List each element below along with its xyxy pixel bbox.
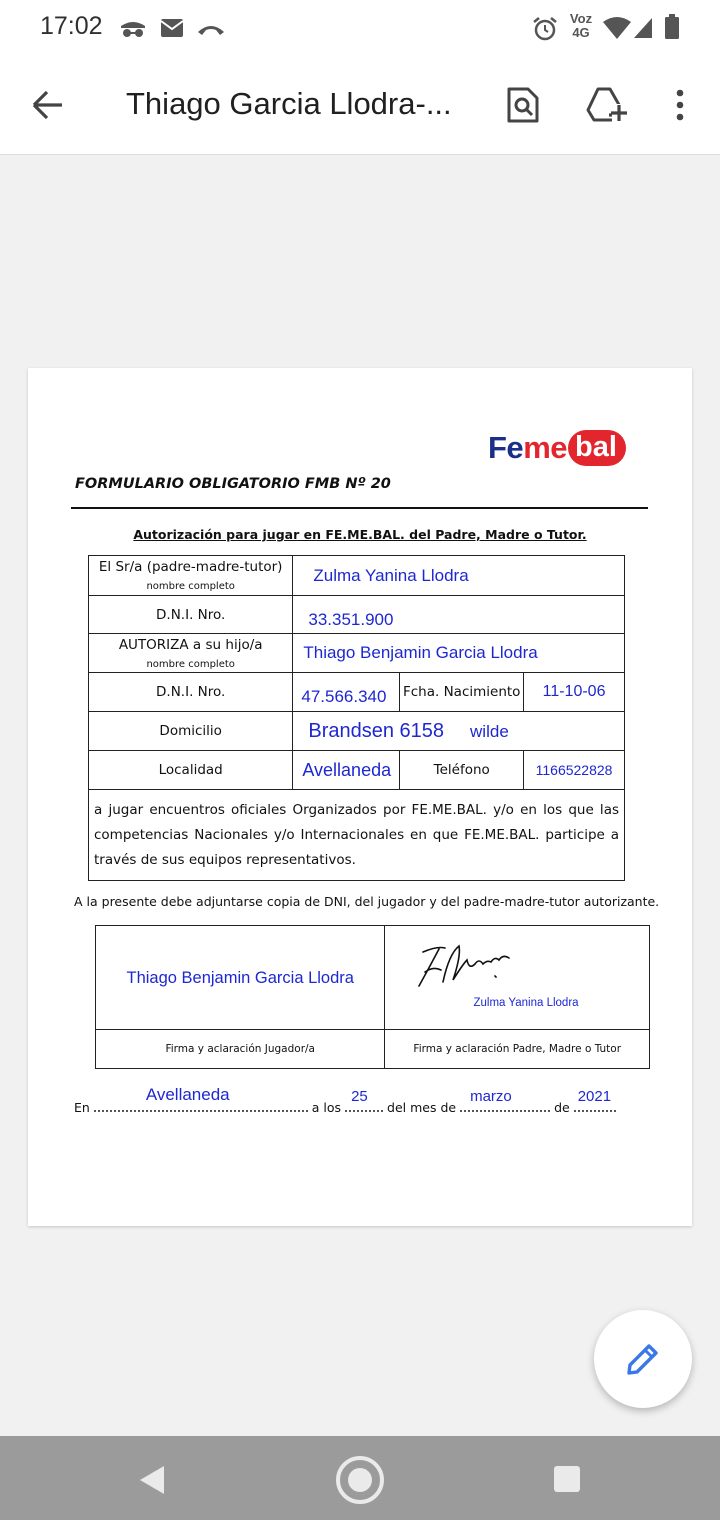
city-label: Localidad	[89, 751, 293, 790]
find-in-document-icon[interactable]	[506, 86, 540, 124]
nav-recents-icon[interactable]	[553, 1465, 581, 1493]
status-time: 17:02	[40, 12, 103, 40]
date-line: En Avellaneda a los 25 del mes de marzo de 2021	[74, 1098, 616, 1115]
form-title: FORMULARIO OBLIGATORIO FMB Nº 20	[75, 476, 391, 492]
child-dni-label: D.N.I. Nro.	[89, 673, 293, 712]
more-options-icon[interactable]	[672, 88, 688, 122]
mail-icon	[160, 18, 184, 38]
child-label-cell: AUTORIZA a su hijo/a nombre completo	[89, 634, 293, 673]
parent-dni-value: 33.351.900	[308, 609, 394, 629]
signature-table	[95, 925, 650, 1069]
parent-label-cell: El Sr/a (padre-madre-tutor) nombre completo	[89, 556, 293, 596]
phone-cell	[524, 751, 625, 790]
attachment-note: A la presente debe adjuntarse copia de DNI, del jugador y del padre-madre-tutor autorizante.	[74, 894, 660, 909]
back-arrow-icon[interactable]	[32, 90, 66, 120]
nav-home-icon[interactable]	[334, 1454, 386, 1506]
title-divider	[71, 507, 648, 509]
child-dni-cell	[293, 673, 400, 712]
parent-dni-row	[89, 596, 625, 634]
player-signature-name: Thiago Benjamin Garcia Llodra	[126, 968, 354, 987]
signature-row	[96, 926, 650, 1030]
birth-value: 11-10-06	[542, 683, 606, 700]
network-type: Voz 4G	[569, 11, 593, 40]
missed-call-icon	[196, 20, 226, 36]
parent-signature-name: Zulma Yanina Llodra	[473, 997, 579, 1009]
form-subtitle: Autorización para jugar en FE.ME.BAL. del Padre, Madre o Tutor.	[133, 527, 587, 542]
paragraph-row	[89, 790, 625, 881]
navigation-bar	[0, 1436, 720, 1520]
date-day-value: 25	[351, 1088, 368, 1105]
edit-fab-button[interactable]	[594, 1310, 692, 1408]
authorization-paragraph: a jugar encuentros oficiales Organizados por FE.ME.BAL. y/o en los que las competencias Nacionales y/o Internacionales en que FE.ME.BAL. participe a través de sus equipos representativos.	[89, 790, 625, 881]
handwritten-signature	[415, 940, 525, 992]
parent-dni-cell	[293, 596, 625, 634]
status-bar	[0, 0, 720, 56]
document-page	[28, 368, 692, 1226]
document-title: Thiago Garcia Llodra-...	[126, 86, 452, 121]
address-cell	[293, 712, 625, 751]
phone-value: 1166522828	[535, 761, 613, 778]
parent-row	[89, 556, 625, 596]
wifi-icon	[602, 16, 632, 40]
child-name-cell	[293, 634, 625, 673]
authorization-table	[88, 555, 625, 881]
date-place-value: Avellaneda	[145, 1085, 230, 1104]
femebal-logo: Feme bal	[488, 430, 626, 470]
parent-name-value: Zulma Yanina Llodra	[313, 565, 469, 585]
signature-caption-row	[96, 1030, 650, 1069]
address-value: Brandsen 6158	[308, 719, 445, 742]
address-row	[89, 712, 625, 751]
date-year-value: 2021	[577, 1088, 612, 1105]
city-value: Avellaneda	[302, 759, 392, 780]
battery-icon	[664, 14, 680, 40]
birth-label: Fcha. Nacimiento	[400, 673, 524, 712]
pencil-icon	[625, 1341, 661, 1377]
city-cell	[293, 751, 400, 790]
player-signature-cell	[96, 926, 385, 1030]
parent-name-cell	[293, 556, 625, 596]
birth-cell	[524, 673, 625, 712]
alarm-icon	[532, 16, 558, 42]
date-month-value: marzo	[470, 1088, 512, 1105]
child-dni-value: 47.566.340	[301, 687, 387, 706]
address-extra-value: wilde	[470, 721, 509, 741]
app-bar	[0, 56, 720, 155]
child-row	[89, 634, 625, 673]
player-signature-caption: Firma y aclaración Jugador/a	[96, 1030, 385, 1069]
address-label: Domicilio	[89, 712, 293, 751]
parent-signature-caption: Firma y aclaración Padre, Madre o Tutor	[385, 1030, 650, 1069]
signal-icon	[632, 16, 654, 40]
nav-back-icon[interactable]	[136, 1464, 166, 1496]
city-row	[89, 751, 625, 790]
child-dni-row	[89, 673, 625, 712]
add-to-drive-icon[interactable]	[586, 86, 630, 124]
parent-dni-label: D.N.I. Nro.	[89, 596, 293, 634]
child-name-value: Thiago Benjamin Garcia Llodra	[303, 643, 538, 662]
incognito-icon	[118, 16, 148, 40]
parent-signature-cell	[385, 926, 650, 1030]
phone-label: Teléfono	[400, 751, 524, 790]
